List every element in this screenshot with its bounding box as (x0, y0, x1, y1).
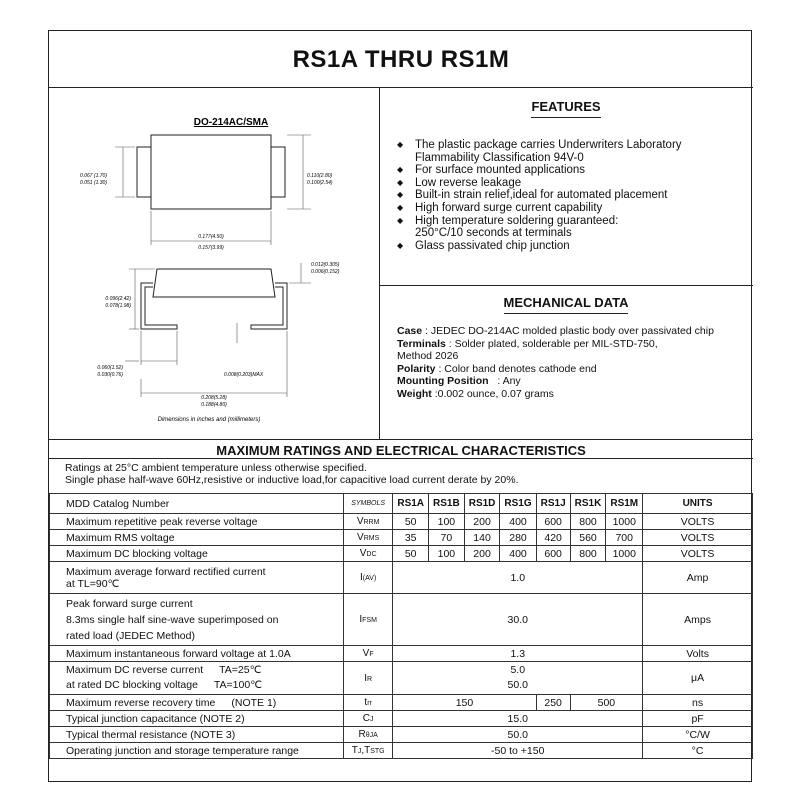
cell-value: 100 (429, 514, 465, 530)
table-row (50, 594, 753, 646)
table-row (50, 727, 753, 743)
symbol-main: t (364, 697, 368, 708)
note: (NOTE 1) (231, 696, 277, 709)
param-label (50, 662, 344, 695)
table-row (50, 743, 753, 759)
param-symbol (343, 727, 392, 743)
cell-unit: pF (643, 711, 753, 727)
package-name: DO-214AC/SMA (193, 117, 269, 128)
bullet-icon: ◆ (397, 177, 404, 187)
dim-width-min: 0.100(2.54) (307, 180, 333, 186)
symbol-main: V (362, 648, 370, 659)
mounting-text: : Any (497, 375, 521, 388)
symbol-sub: RRM (363, 519, 380, 526)
mounting-label: Mounting Position (397, 375, 489, 388)
symbols-header: SYMBOLS (343, 494, 392, 514)
cell-value: 800 (570, 514, 606, 530)
body-side-view (153, 269, 275, 297)
symbol-main: C (362, 713, 371, 724)
cell-value: 400 (500, 546, 536, 562)
param-symbol (343, 594, 392, 646)
feature-text: The plastic package carries Underwriters Laboratory Flammability Classification 94V-0 (415, 139, 682, 164)
label-line: 8.3ms single half sine-wave superimposed on (66, 613, 279, 626)
dim-body-height-max: 0.096(2.42) (105, 296, 131, 302)
param-label (50, 594, 344, 646)
symbol-main: I (364, 672, 367, 684)
feature-item (397, 139, 682, 164)
feature-item (397, 189, 682, 202)
weight-text: :0.002 ounce, 0.07 grams (434, 387, 554, 400)
cell-value: 140 (464, 530, 500, 546)
cell-value: 1.3 (393, 646, 643, 662)
cell-value: 250 (536, 695, 570, 711)
case-text: : JEDEC DO-214AC molded plastic body over passivated chip (425, 325, 714, 337)
param-label: Maximum repetitive peak reverse voltage (50, 514, 344, 530)
symbol-main: V (357, 532, 364, 543)
symbol-sub: DC (366, 551, 377, 558)
symbol-main: R (358, 729, 366, 740)
symbol-sub: RMS (363, 535, 380, 542)
datasheet (48, 30, 752, 782)
case-label: Case (397, 325, 423, 337)
param-label: Operating junction and storage temperature range (50, 743, 344, 759)
body-top-view (151, 135, 271, 209)
cell-value: 1000 (606, 546, 643, 562)
param-label (50, 562, 344, 594)
part-header: RS1D (464, 494, 500, 514)
feature-text: Glass passivated chip junction (415, 239, 570, 252)
ratings-note-1: Ratings at 25°C ambient temperature unless otherwise specified. (65, 462, 367, 474)
cell-value: -50 to +150 (393, 743, 643, 759)
terminals-text: : Solder plated, solderable per MIL-STD-750, (448, 337, 658, 350)
weight-label: Weight (397, 387, 432, 400)
label-line: Maximum reverse recovery time (66, 696, 216, 709)
param-label: Maximum RMS voltage (50, 530, 344, 546)
cell-value: 600 (536, 546, 570, 562)
symbol-main: I (359, 614, 363, 625)
cell-unit: Volts (643, 646, 753, 662)
cell-value: 500 (570, 695, 642, 711)
feature-item (397, 202, 682, 215)
param-symbol (343, 695, 392, 711)
bullet-icon: ◆ (397, 165, 404, 175)
cell-value: 100 (429, 546, 465, 562)
feature-item (397, 215, 682, 240)
cell-value: 700 (606, 530, 643, 546)
param-label: Maximum DC blocking voltage (50, 546, 344, 562)
package-drawing-panel (49, 87, 380, 439)
cell-unit: °C/W (643, 727, 753, 743)
cell-value (393, 662, 643, 695)
units-header: UNITS (643, 494, 753, 514)
polarity-text: : Color band denotes cathode end (438, 362, 597, 375)
table-header-row (50, 494, 753, 514)
symbol-sub: θJA (365, 732, 378, 739)
dim-standoff: 0.008(0.203)MAX (224, 372, 264, 378)
cell-value: 280 (500, 530, 536, 546)
label-line: rated load (JEDEC Method) (66, 629, 195, 642)
symbol-sub: F (369, 651, 374, 658)
part-header: RS1K (570, 494, 606, 514)
dim-body-height-min: 0.078(1.98) (105, 303, 131, 309)
dim-lead-max: 0.012(0.305) (311, 262, 340, 268)
cell-value: 30.0 (393, 594, 643, 646)
param-symbol (343, 711, 392, 727)
bullet-icon: ◆ (397, 215, 404, 225)
cell-value: 15.0 (393, 711, 643, 727)
cell-value: 1000 (606, 514, 643, 530)
param-symbol (343, 662, 392, 695)
table-row (50, 530, 753, 546)
mechanical-heading: MECHANICAL DATA (504, 295, 629, 314)
param-symbol (343, 646, 392, 662)
label-line: at TL=90℃ (66, 577, 120, 590)
label-line: Peak forward surge current (66, 597, 193, 610)
cell-unit: VOLTS (643, 546, 753, 562)
cell-value: 560 (570, 530, 606, 546)
ratings-heading: MAXIMUM RATINGS AND ELECTRICAL CHARACTERISTICS (49, 439, 753, 459)
cell-value: 400 (500, 514, 536, 530)
symbol-main: T (351, 745, 358, 756)
cell-value: 420 (536, 530, 570, 546)
cell-unit: VOLTS (643, 530, 753, 546)
symbol-sub: J (357, 748, 362, 755)
dim-lead-min: 0.006(0.152) (311, 269, 340, 275)
dim-height-max: 0.067 (1.70) (80, 173, 107, 179)
cell-value: 800 (570, 546, 606, 562)
feature-text: High forward surge current capability (415, 201, 603, 214)
value-line: 50.0 (507, 679, 528, 691)
polarity-label: Polarity (397, 362, 436, 375)
table-row (50, 711, 753, 727)
symbol-sub: J (370, 716, 374, 723)
features-heading: FEATURES (531, 99, 600, 118)
ratings-note-2: Single phase half-wave 60Hz,resistive or inductive load,for capacitive load current derate by 20%. (65, 473, 519, 486)
table-row (50, 546, 753, 562)
param-label: Typical junction capacitance (NOTE 2) (50, 711, 344, 727)
cell-value: 50 (393, 514, 429, 530)
cell-value: 35 (393, 530, 429, 546)
symbol-sub: STG (370, 748, 385, 755)
cell-value: 200 (464, 514, 500, 530)
label-line: Maximum average forward rectified current (66, 565, 266, 578)
table-row (50, 662, 753, 695)
bullet-icon: ◆ (397, 140, 404, 149)
left-lead-top (137, 147, 151, 197)
cell-unit: ns (643, 695, 753, 711)
table-row (50, 646, 753, 662)
cell-value: 50.0 (393, 727, 643, 743)
param-label: Maximum instantaneous forward voltage at 1.0A (50, 646, 344, 662)
catalog-header: MDD Catalog Number (50, 494, 344, 514)
bullet-icon: ◆ (397, 240, 404, 250)
feature-text: Built-in strain relief,ideal for automated placement (415, 189, 668, 202)
part-header: RS1J (536, 494, 570, 514)
cell-unit: VOLTS (643, 514, 753, 530)
features-panel (379, 87, 753, 286)
param-label: Typical thermal resistance (NOTE 3) (50, 727, 344, 743)
part-header: RS1M (606, 494, 643, 514)
condition: TA=25℃ (219, 664, 262, 676)
ratings-notes (65, 463, 519, 486)
condition: TA=100℃ (213, 679, 262, 691)
cell-value: 200 (464, 546, 500, 562)
right-lead-top (271, 147, 285, 197)
label-line: Maximum DC reverse current (66, 664, 204, 676)
symbol-main: V (356, 516, 364, 527)
page-title: RS1A THRU RS1M (49, 31, 753, 88)
dim-total-min: 0.188(4.80) (201, 402, 227, 408)
param-symbol (343, 743, 392, 759)
dim-len-max: 0.177(4.50) (198, 234, 224, 240)
cell-value: 150 (393, 695, 536, 711)
ratings-table (49, 493, 753, 759)
table-row (50, 514, 753, 530)
symbol-sub: rr (367, 700, 372, 707)
cell-unit: μA (643, 662, 753, 695)
symbol-sub: R (367, 675, 373, 683)
cell-unit: Amps (643, 594, 753, 646)
dim-foot-max: 0.060(1.52) (97, 365, 123, 371)
param-symbol (343, 562, 392, 594)
param-label (50, 695, 344, 711)
dim-height-min: 0.051 (1.30) (80, 180, 107, 186)
feature-item (397, 240, 682, 253)
feature-text: Low reverse leakage (415, 176, 522, 189)
mechanical-details (397, 325, 747, 401)
features-list (397, 139, 682, 252)
mechanical-data-panel (379, 285, 753, 439)
dimensions-caption: Dimensions in inches and (millimeters) (157, 417, 261, 423)
package-drawing (49, 87, 379, 439)
symbol-main: ,T (361, 745, 371, 756)
cell-unit: °C (643, 743, 753, 759)
symbol-sub: (AV) (362, 575, 377, 582)
part-header: RS1B (429, 494, 465, 514)
cell-unit: Amp (643, 562, 753, 594)
value-line: 5.0 (510, 664, 526, 676)
symbol-sub: FSM (362, 617, 377, 624)
param-symbol (343, 546, 392, 562)
bullet-icon: ◆ (397, 190, 404, 200)
part-header: RS1G (500, 494, 536, 514)
feature-text: High temperature soldering guaranteed: 250°C/10 seconds at terminals (415, 214, 619, 240)
dim-width-max: 0.110(2.80) (307, 173, 333, 179)
symbol-main: V (359, 548, 367, 559)
cell-value: 1.0 (393, 562, 643, 594)
table-row (50, 562, 753, 594)
feature-item (397, 177, 682, 190)
terminals-label: Terminals (397, 337, 446, 350)
cell-value: 600 (536, 514, 570, 530)
param-symbol (343, 514, 392, 530)
method-text: Method 2026 (397, 350, 459, 363)
dim-foot-min: 0.030(0.76) (97, 372, 123, 378)
dim-total-max: 0.208(5.28) (201, 395, 227, 401)
dim-len-min: 0.157(3.99) (198, 245, 224, 251)
feature-text: For surface mounted applications (415, 164, 586, 177)
param-symbol (343, 530, 392, 546)
symbol-main: I (360, 572, 363, 583)
cell-value: 50 (393, 546, 429, 562)
label-line: at rated DC blocking voltage (66, 679, 198, 691)
table-row (50, 695, 753, 711)
cell-value: 70 (429, 530, 465, 546)
feature-item (397, 164, 682, 177)
bullet-icon: ◆ (397, 202, 404, 212)
part-header: RS1A (393, 494, 429, 514)
